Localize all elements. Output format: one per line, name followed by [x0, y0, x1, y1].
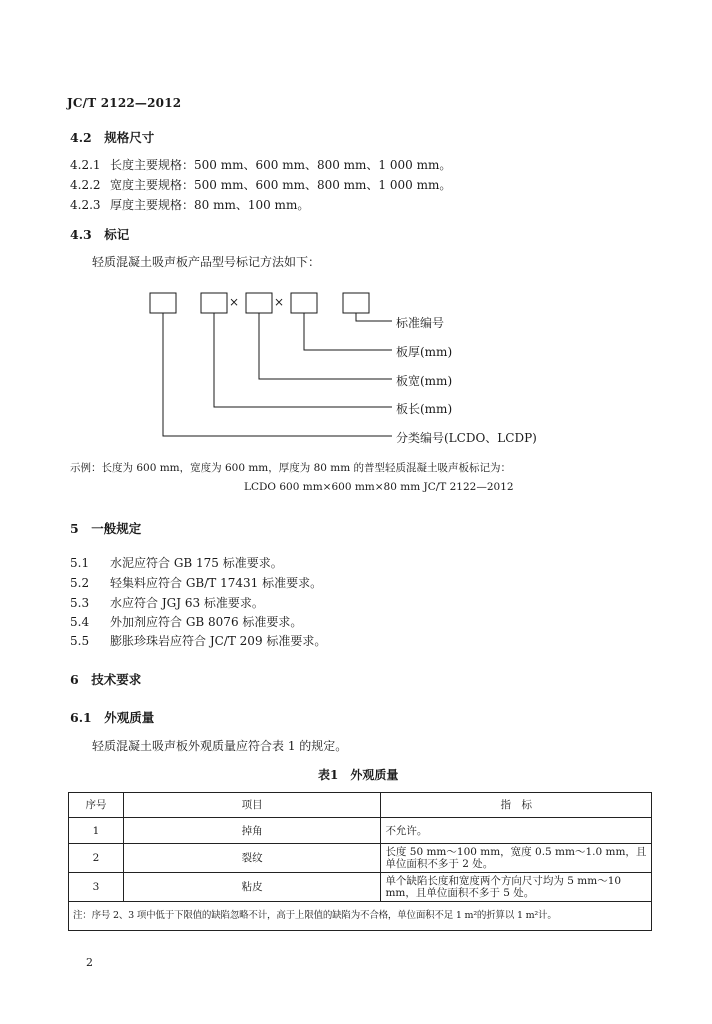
cell-seq: 2 — [69, 844, 124, 873]
clause-number: 5.2 — [70, 576, 90, 590]
clause-number: 4.2.1 — [70, 158, 101, 172]
box-width — [246, 293, 272, 313]
table-row — [69, 818, 652, 844]
section-4-3-title: 4.3 标记 — [70, 227, 130, 242]
clause-number: 4.2.3 — [70, 198, 101, 212]
label-thickness: 板厚(mm) — [396, 345, 453, 359]
leader-width — [259, 313, 392, 379]
table-header-row — [69, 793, 652, 818]
times-sign: × — [274, 295, 285, 309]
clause-text: 轻集料应符合 GB/T 17431 标准要求。 — [110, 576, 323, 590]
cell-seq: 3 — [69, 873, 124, 902]
label-width: 板宽(mm) — [396, 374, 453, 388]
clause-text: 长度主要规格：500 mm、600 mm、800 mm、1 000 mm。 — [110, 158, 452, 172]
clause-text: 宽度主要规格：500 mm、600 mm、800 mm、1 000 mm。 — [110, 178, 452, 192]
cell-indicator: 单个缺陷长度和宽度两个方向尺寸均为 5 mm～10 mm，且单位面积不多于 5 处。 — [381, 873, 652, 902]
table-note-row — [69, 902, 652, 931]
marking-intro: 轻质混凝土吸声板产品型号标记方法如下： — [92, 255, 321, 269]
table-row — [69, 873, 652, 902]
leader-classification — [163, 313, 392, 436]
standard-code: JC/T 2122—2012 — [67, 96, 182, 110]
marking-example-code: LCDO 600 mm×600 mm×80 mm JC/T 2122—2012 — [244, 481, 514, 493]
clause-5-2 — [70, 574, 322, 591]
header-seq: 序号 — [69, 793, 124, 818]
clause-5-1 — [70, 554, 283, 571]
appearance-intro: 轻质混凝土吸声板外观质量应符合表 1 的规定。 — [92, 739, 348, 753]
times-sign: × — [229, 295, 240, 309]
leader-thickness — [304, 313, 392, 350]
clause-text: 外加剂应符合 GB 8076 标准要求。 — [110, 615, 303, 629]
cell-item: 掉角 — [123, 818, 381, 844]
leader-standard — [356, 313, 392, 321]
section-6-title: 6 技术要求 — [70, 672, 142, 687]
table-note: 注：序号 2、3 项中低于下限值的缺陷忽略不计，高于上限值的缺陷为不合格，单位面积不足 1 m²的折算以 1 m²计。 — [69, 902, 652, 931]
header-indicator: 指 标 — [381, 793, 652, 818]
clause-number: 5.4 — [70, 615, 90, 629]
cell-item: 粘皮 — [123, 873, 381, 902]
appearance-quality-table — [68, 792, 652, 931]
clause-number: 4.2.2 — [70, 178, 101, 192]
cell-seq: 1 — [69, 818, 124, 844]
box-thickness — [291, 293, 317, 313]
header-item: 项目 — [123, 793, 381, 818]
table-caption: 表1 外观质量 — [318, 768, 399, 782]
section-4-2-title: 4.2 规格尺寸 — [70, 130, 155, 145]
clause-number: 5.3 — [70, 596, 90, 610]
label-length: 板长(mm) — [396, 402, 453, 416]
page-number: 2 — [86, 956, 93, 969]
section-6-1-title: 6.1 外观质量 — [70, 710, 155, 725]
cell-indicator: 长度 50 mm～100 mm，宽度 0.5 mm～1.0 mm，且单位面积不多于 2 处。 — [381, 844, 652, 873]
clause-text: 水应符合 JGJ 63 标准要求。 — [110, 596, 264, 610]
clause-text: 厚度主要规格：80 mm、100 mm。 — [110, 198, 310, 212]
section-5-title: 5 一般规定 — [70, 521, 142, 536]
clause-5-5 — [70, 632, 326, 649]
clause-number: 5.1 — [70, 556, 90, 570]
cell-indicator: 不允许。 — [381, 818, 652, 844]
label-classification: 分类编号(LCDO、LCDP) — [396, 431, 537, 445]
leader-length — [214, 313, 392, 407]
clause-number: 5.5 — [70, 634, 90, 648]
marking-example: 示例：长度为 600 mm，宽度为 600 mm，厚度为 80 mm 的普型轻质混凝土吸声板标记为： — [70, 462, 512, 474]
box-classification — [150, 293, 176, 313]
clause-text: 水泥应符合 GB 175 标准要求。 — [110, 556, 283, 570]
box-length — [201, 293, 227, 313]
clause-5-3 — [70, 594, 264, 611]
label-standard-number: 标准编号 — [396, 316, 445, 330]
cell-item: 裂纹 — [123, 844, 381, 873]
clause-5-4 — [70, 613, 302, 630]
box-standard — [343, 293, 369, 313]
table-row — [69, 844, 652, 873]
clause-text: 膨胀珍珠岩应符合 JC/T 209 标准要求。 — [110, 634, 327, 648]
